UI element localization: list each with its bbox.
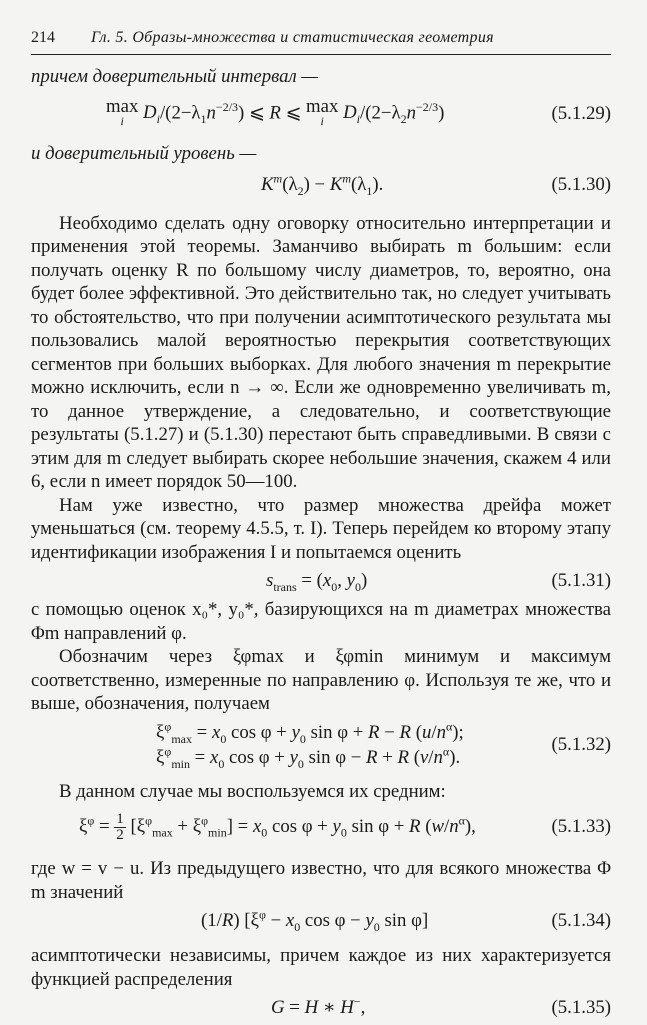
equation-5-1-33 xyxy=(31,803,611,851)
equation-5-1-31 xyxy=(31,564,611,598)
equation-body: $\xi^\varphi_{max} = x_0$ $\cos \varphi + y_0$ sin φ + R − R $(u/n^\alpha)$; $\xi^\varphi_{min} = x_0$ $\cos \varphi + y_0$ sin φ − R + R $(v/n^\alpha)$. xyxy=(156,719,464,771)
equation-body: G = H ∗ H−, xyxy=(271,994,366,1019)
equation-number: (5.1.33) xyxy=(551,816,611,838)
equation-body: $\xi^\varphi$ = $\frac{1}{2}$ $[\xi^\varphi_{max} + \xi^\varphi_{min}] = x_0$ $\cos \varphi + y_0$ sin φ + R $(w/n^\alpha)$, xyxy=(79,810,476,843)
chapter-title: Гл. 5. Образы-множества и статистическая геометрия xyxy=(91,29,494,46)
paragraph-mean: В данном случае мы воспользуемся их средним: xyxy=(59,780,446,802)
equation-number: (5.1.35) xyxy=(551,997,611,1019)
equation-5-1-32 xyxy=(31,716,611,774)
running-header xyxy=(31,26,611,55)
equation-5-1-35 xyxy=(31,991,611,1025)
equation-body: max i $D_i/(2-\lambda_1n^{-2/3})$ ⩽ R ⩽ max i $D_i/(2-\lambda_2n^{-2/3})$ xyxy=(106,96,445,128)
equation-number: (5.1.29) xyxy=(551,103,611,125)
equation-5-1-30 xyxy=(31,168,611,202)
equation-5-1-29 xyxy=(31,90,611,138)
paragraph-interpretation: Необходимо сделать одну оговорку относительно интерпретации и применения этой теоремы. Заманчиво выбирать m большим: если получать оценку R по большому числу диаметров, то, вероятно, она будет более эффективной. Это действительно так, но следует учитывать то обстоятельство, что при получении асимптотического результата мы пользовались малой вероятностью перекрытия соответствующих сегментов при больших выборках. Для любого значения m перекрытие можно исключить, если n → ∞. Если же одновременно увеличивать m, то данное утверждение, а следовательно, и соответствующие результаты (5.1.27) и (5.1.30) перестают быть справедливыми. В связи с этим для m следует выбирать скорее небольшие значения, скажем 4 или 6, если n имеет порядок 50—100. xyxy=(31,212,611,492)
paragraph-drift-set: Нам уже известно, что размер множества дрейфа может уменьшаться (см. теорему 4.5.5, т. I). Теперь перейдем ко второму этапу идентификации изображения I и попытаемся оценить xyxy=(31,494,611,563)
equation-number: (5.1.31) xyxy=(551,570,611,592)
equation-number: (5.1.32) xyxy=(551,733,611,755)
paragraph-asymptotic: асимптотически независимы, причем каждое из них характеризуется функцией распределения xyxy=(31,945,611,990)
lead-confidence-level: и доверительный уровень — xyxy=(31,143,257,164)
equation-body: $s_{trans} = (x_0$, $y_0$) xyxy=(266,570,368,594)
paragraph-estimates: с помощью оценок x₀*, y₀*, базирующихся на m диаметрах множества Φm направлений φ. xyxy=(31,599,611,644)
lead-confidence-interval: причем доверительный интервал — xyxy=(31,65,319,87)
equation-body: $K^m(\lambda_2) - K^m(\lambda_1)$. xyxy=(261,171,384,198)
page-number: 214 xyxy=(31,29,55,46)
paragraph-extrema: Обозначим через ξφmax и ξφmin минимум и максимум соответственно, измеренные по направлению φ. Используя те же, что и выше, обозначения, получаем xyxy=(31,646,611,714)
equation-number: (5.1.30) xyxy=(551,173,611,195)
equation-number: (5.1.34) xyxy=(551,910,611,932)
equation-5-1-34 xyxy=(31,904,611,938)
equation-body: (1/R) [$\xi^\varphi - x_0$ $\cos \varphi - y_0$ sin φ] xyxy=(201,907,429,934)
paragraph-where: где w = v − u. Из предыдущего известно, что для всякого множества Φ m значений xyxy=(31,858,611,903)
